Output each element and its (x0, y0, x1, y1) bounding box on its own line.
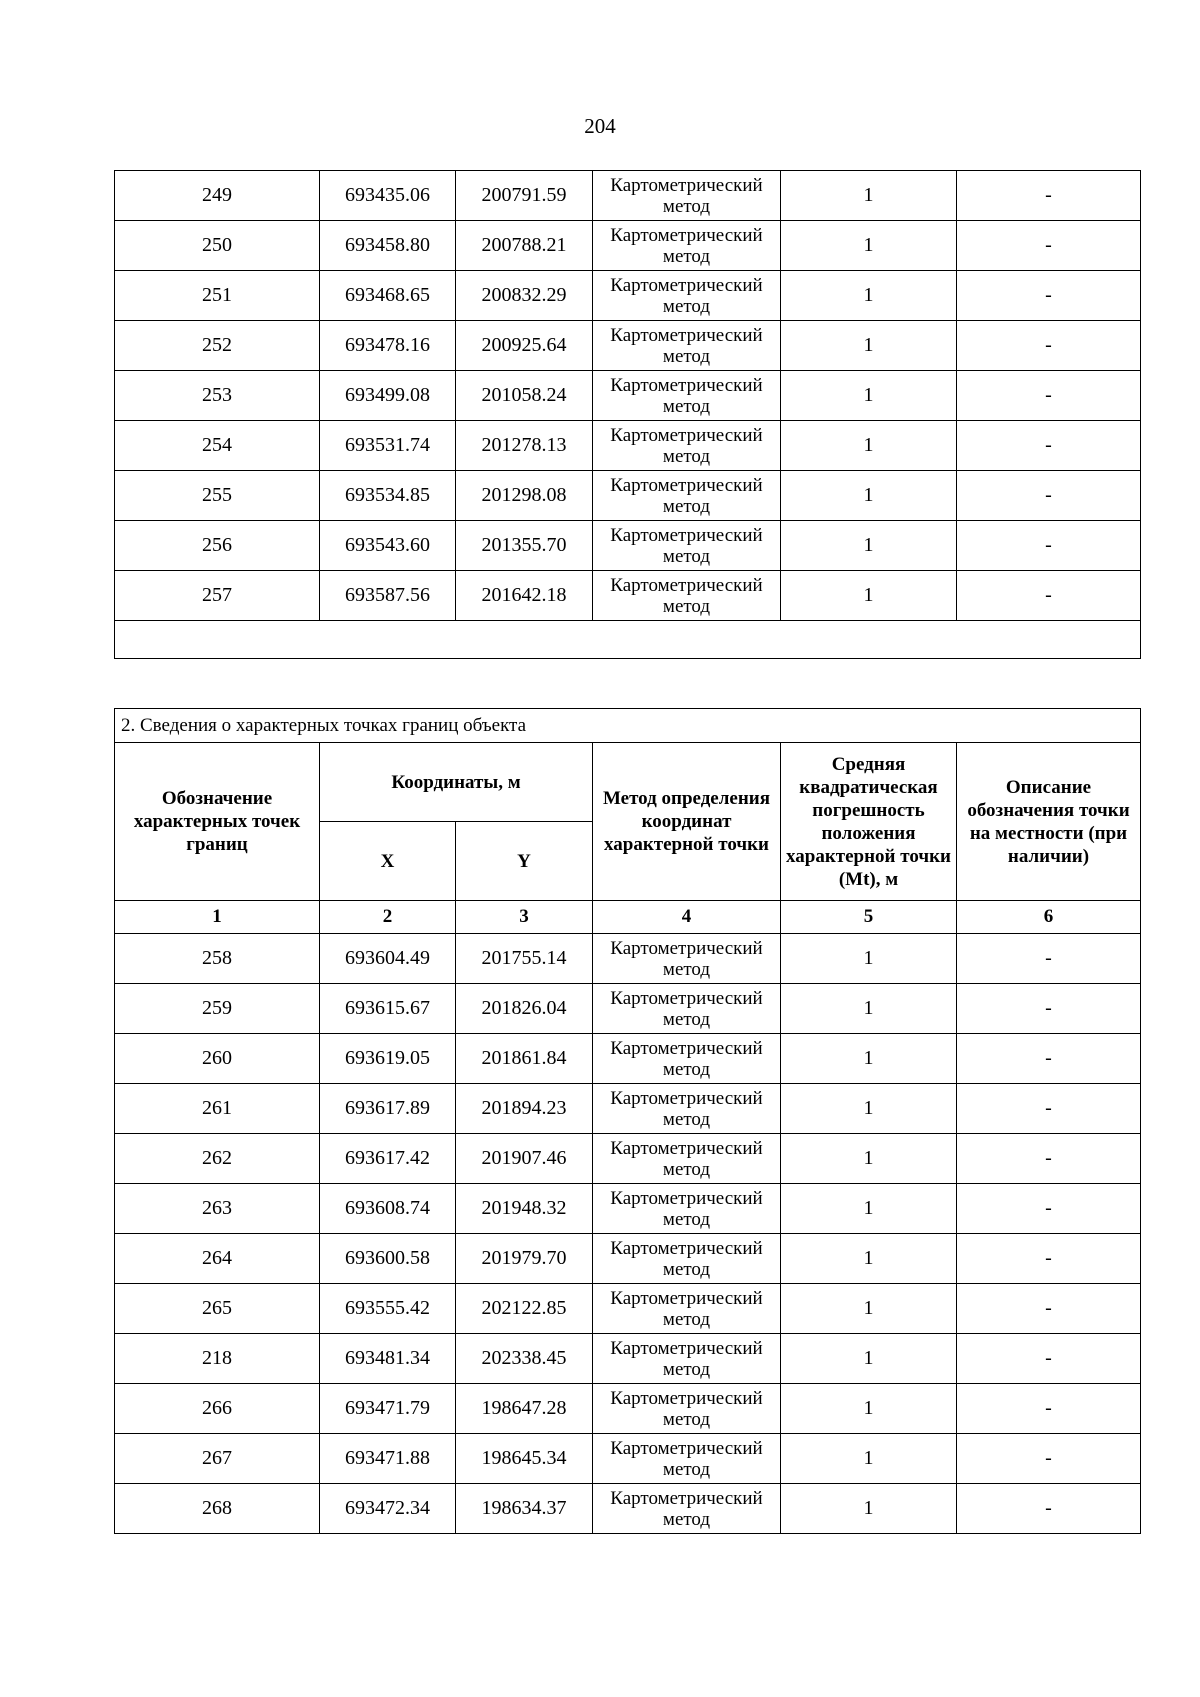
y-coordinate-cell: 201979.70 (456, 1234, 593, 1284)
x-coordinate-cell: 693478.16 (320, 321, 456, 371)
y-coordinate-cell: 198645.34 (456, 1434, 593, 1484)
mt-cell: 1 (781, 984, 957, 1034)
y-coordinate-cell: 201755.14 (456, 934, 593, 984)
table-row (115, 1234, 1141, 1284)
point-cell: 256 (115, 521, 320, 571)
y-coordinate-cell: 202338.45 (456, 1334, 593, 1384)
x-coordinate-cell: 693608.74 (320, 1184, 456, 1234)
description-cell: - (957, 1034, 1141, 1084)
point-cell: 254 (115, 421, 320, 471)
header-x: X (320, 822, 456, 901)
method-cell: Картометрический метод (593, 321, 781, 371)
mt-cell: 1 (781, 171, 957, 221)
header-description: Описание обозначения точки на местности (при наличии) (957, 743, 1141, 901)
x-coordinate-cell: 693471.79 (320, 1384, 456, 1434)
column-number: 2 (320, 901, 456, 934)
method-cell: Картометрический метод (593, 1484, 781, 1534)
table-row (115, 571, 1141, 621)
description-cell: - (957, 1484, 1141, 1534)
x-coordinate-cell: 693471.88 (320, 1434, 456, 1484)
point-cell: 262 (115, 1134, 320, 1184)
mt-cell: 1 (781, 1284, 957, 1334)
table-row (115, 1084, 1141, 1134)
x-coordinate-cell: 693617.89 (320, 1084, 456, 1134)
table-row (115, 1184, 1141, 1234)
column-number: 1 (115, 901, 320, 934)
mt-cell: 1 (781, 1084, 957, 1134)
description-cell: - (957, 984, 1141, 1034)
table-row (115, 1134, 1141, 1184)
method-cell: Картометрический метод (593, 1434, 781, 1484)
point-cell: 259 (115, 984, 320, 1034)
empty-row (115, 621, 1141, 659)
point-cell: 263 (115, 1184, 320, 1234)
method-cell: Картометрический метод (593, 1234, 781, 1284)
table-row (115, 221, 1141, 271)
table-row (115, 321, 1141, 371)
y-coordinate-cell: 201861.84 (456, 1034, 593, 1084)
method-cell: Картометрический метод (593, 1184, 781, 1234)
x-coordinate-cell: 693604.49 (320, 934, 456, 984)
description-cell: - (957, 1334, 1141, 1384)
boundary-points-table (114, 708, 1141, 1534)
method-cell: Картометрический метод (593, 1034, 781, 1084)
method-cell: Картометрический метод (593, 271, 781, 321)
point-cell: 257 (115, 571, 320, 621)
table-2-body (115, 934, 1141, 1534)
point-cell: 253 (115, 371, 320, 421)
x-coordinate-cell: 693600.58 (320, 1234, 456, 1284)
point-cell: 250 (115, 221, 320, 271)
mt-cell: 1 (781, 1434, 957, 1484)
mt-cell: 1 (781, 321, 957, 371)
mt-cell: 1 (781, 571, 957, 621)
y-coordinate-cell: 201907.46 (456, 1134, 593, 1184)
method-cell: Картометрический метод (593, 1134, 781, 1184)
x-coordinate-cell: 693499.08 (320, 371, 456, 421)
method-cell: Картометрический метод (593, 521, 781, 571)
table-row (115, 521, 1141, 571)
table-row (115, 1334, 1141, 1384)
point-cell: 218 (115, 1334, 320, 1384)
mt-cell: 1 (781, 371, 957, 421)
point-cell: 261 (115, 1084, 320, 1134)
x-coordinate-cell: 693555.42 (320, 1284, 456, 1334)
point-cell: 267 (115, 1434, 320, 1484)
empty-cell (115, 621, 1141, 659)
x-coordinate-cell: 693435.06 (320, 171, 456, 221)
mt-cell: 1 (781, 1484, 957, 1534)
method-cell: Картометрический метод (593, 371, 781, 421)
mt-cell: 1 (781, 1334, 957, 1384)
table-row (115, 1384, 1141, 1434)
y-coordinate-cell: 200925.64 (456, 321, 593, 371)
x-coordinate-cell: 693472.34 (320, 1484, 456, 1534)
x-coordinate-cell: 693619.05 (320, 1034, 456, 1084)
y-coordinate-cell: 200788.21 (456, 221, 593, 271)
point-cell: 251 (115, 271, 320, 321)
method-cell: Картометрический метод (593, 984, 781, 1034)
mt-cell: 1 (781, 471, 957, 521)
x-coordinate-cell: 693481.34 (320, 1334, 456, 1384)
table-row (115, 471, 1141, 521)
table-1-body (115, 171, 1141, 621)
y-coordinate-cell: 200791.59 (456, 171, 593, 221)
method-cell: Картометрический метод (593, 1334, 781, 1384)
mt-cell: 1 (781, 1034, 957, 1084)
mt-cell: 1 (781, 934, 957, 984)
point-cell: 264 (115, 1234, 320, 1284)
mt-cell: 1 (781, 1134, 957, 1184)
table-row (115, 171, 1141, 221)
table-row (115, 421, 1141, 471)
page-number: 204 (584, 114, 616, 138)
point-cell: 266 (115, 1384, 320, 1434)
column-number: 4 (593, 901, 781, 934)
point-cell: 252 (115, 321, 320, 371)
description-cell: - (957, 1284, 1141, 1334)
description-cell: - (957, 1234, 1141, 1284)
x-coordinate-cell: 693458.80 (320, 221, 456, 271)
method-cell: Картометрический метод (593, 571, 781, 621)
description-cell: - (957, 934, 1141, 984)
table-row (115, 984, 1141, 1034)
y-coordinate-cell: 198647.28 (456, 1384, 593, 1434)
header-mt: Средняя квадратическая погрешность положения характерной точки (Mt), м (781, 743, 957, 901)
table-row (115, 934, 1141, 984)
x-coordinate-cell: 693587.56 (320, 571, 456, 621)
x-coordinate-cell: 693534.85 (320, 471, 456, 521)
x-coordinate-cell: 693543.60 (320, 521, 456, 571)
method-cell: Картометрический метод (593, 171, 781, 221)
y-coordinate-cell: 202122.85 (456, 1284, 593, 1334)
description-cell: - (957, 1084, 1141, 1134)
y-coordinate-cell: 201298.08 (456, 471, 593, 521)
header-y: Y (456, 822, 593, 901)
column-number: 5 (781, 901, 957, 934)
method-cell: Картометрический метод (593, 471, 781, 521)
point-cell: 249 (115, 171, 320, 221)
description-cell: - (957, 1434, 1141, 1484)
description-cell: - (957, 1384, 1141, 1434)
mt-cell: 1 (781, 1234, 957, 1284)
description-cell: - (957, 421, 1141, 471)
method-cell: Картометрический метод (593, 421, 781, 471)
description-cell: - (957, 571, 1141, 621)
mt-cell: 1 (781, 221, 957, 271)
table-row (115, 271, 1141, 321)
description-cell: - (957, 171, 1141, 221)
mt-cell: 1 (781, 1384, 957, 1434)
method-cell: Картометрический метод (593, 1384, 781, 1434)
column-number: 3 (456, 901, 593, 934)
boundary-points-table-continued (114, 170, 1141, 659)
header-point: Обозначение характерных точек границ (115, 743, 320, 901)
y-coordinate-cell: 201826.04 (456, 984, 593, 1034)
mt-cell: 1 (781, 521, 957, 571)
point-cell: 265 (115, 1284, 320, 1334)
table-row (115, 1034, 1141, 1084)
y-coordinate-cell: 201948.32 (456, 1184, 593, 1234)
description-cell: - (957, 1184, 1141, 1234)
header-method: Метод определения координат характерной точки (593, 743, 781, 901)
y-coordinate-cell: 201894.23 (456, 1084, 593, 1134)
point-cell: 255 (115, 471, 320, 521)
method-cell: Картометрический метод (593, 1084, 781, 1134)
column-number-row (115, 901, 1141, 934)
header-coordinates: Координаты, м (320, 743, 593, 822)
description-cell: - (957, 321, 1141, 371)
point-cell: 268 (115, 1484, 320, 1534)
mt-cell: 1 (781, 421, 957, 471)
point-cell: 260 (115, 1034, 320, 1084)
y-coordinate-cell: 201278.13 (456, 421, 593, 471)
x-coordinate-cell: 693615.67 (320, 984, 456, 1034)
x-coordinate-cell: 693617.42 (320, 1134, 456, 1184)
table-caption: 2. Сведения о характерных точках границ объекта (115, 709, 1141, 743)
method-cell: Картометрический метод (593, 221, 781, 271)
method-cell: Картометрический метод (593, 1284, 781, 1334)
description-cell: - (957, 371, 1141, 421)
table-row (115, 371, 1141, 421)
column-number: 6 (957, 901, 1141, 934)
y-coordinate-cell: 201058.24 (456, 371, 593, 421)
description-cell: - (957, 471, 1141, 521)
x-coordinate-cell: 693468.65 (320, 271, 456, 321)
table-row (115, 1484, 1141, 1534)
y-coordinate-cell: 200832.29 (456, 271, 593, 321)
y-coordinate-cell: 198634.37 (456, 1484, 593, 1534)
description-cell: - (957, 521, 1141, 571)
x-coordinate-cell: 693531.74 (320, 421, 456, 471)
description-cell: - (957, 221, 1141, 271)
point-cell: 258 (115, 934, 320, 984)
description-cell: - (957, 1134, 1141, 1184)
table-row (115, 1284, 1141, 1334)
y-coordinate-cell: 201642.18 (456, 571, 593, 621)
mt-cell: 1 (781, 271, 957, 321)
method-cell: Картометрический метод (593, 934, 781, 984)
description-cell: - (957, 271, 1141, 321)
mt-cell: 1 (781, 1184, 957, 1234)
table-row (115, 1434, 1141, 1484)
y-coordinate-cell: 201355.70 (456, 521, 593, 571)
